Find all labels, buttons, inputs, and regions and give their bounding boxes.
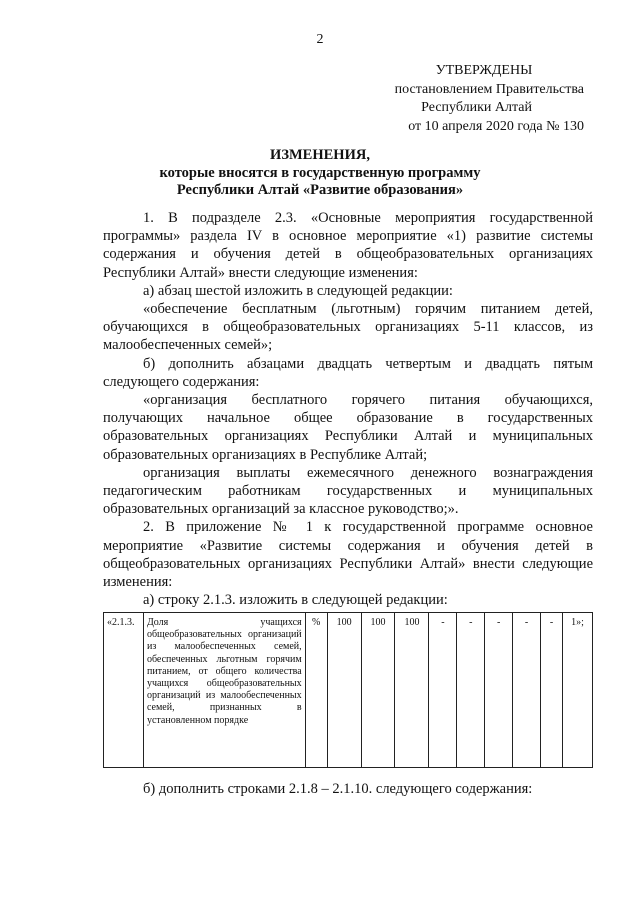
- paragraph: 1. В подразделе 2.3. «Основные мероприятия государственной программы» раздела IV в основное мероприятие «1) развитие системы содержания и обучения детей в общеобразовательных организациях Республики Алтай» внести следующие изменения:: [103, 210, 593, 281]
- approval-line: постановлением Правительства: [394, 81, 584, 97]
- approval-line: от 10 апреля 2020 года № 130: [408, 118, 584, 134]
- heading-line: Республики Алтай «Развитие образования»: [176, 182, 464, 198]
- paragraph: а) абзац шестой изложить в следующей редакции:: [143, 282, 453, 299]
- table-cell-value: 1»;: [562, 613, 592, 768]
- table-cell-number: «2.1.3.: [104, 613, 144, 768]
- table-cell-value: 100: [395, 613, 429, 768]
- table-cell-value: -: [429, 613, 457, 768]
- page-number: 2: [316, 32, 324, 47]
- heading-line: которые вносятся в государственную программу: [159, 164, 481, 181]
- heading-line: ИЗМЕНЕНИЯ,: [270, 147, 370, 163]
- table-cell-description: Доля учащихся общеобразовательных организаций из малообеспеченных семей, обеспеченных льготным горячим питанием, от общего количества учащихся общеобразовательных организаций из малообеспеченных семей, признанных в установленном порядке: [143, 613, 305, 768]
- table-row: [104, 613, 593, 768]
- paragraph: «организация бесплатного горячего питания обучающихся, получающих начальное общее образование в государственных образовательных организациях Республики Алтай и муниципальных образовательных организациях в Республике Алтай;: [103, 392, 593, 463]
- indicator-table: [103, 612, 593, 768]
- paragraph: б) дополнить абзацами двадцать четвертым и двадцать пятым следующего содержания:: [103, 355, 593, 390]
- table-cell-value: -: [541, 613, 563, 768]
- paragraph-after-table: б) дополнить строками 2.1.8 – 2.1.10. следующего содержания:: [143, 781, 533, 797]
- table-cell-value: 100: [327, 613, 361, 768]
- paragraph: организация выплаты ежемесячного денежного вознаграждения педагогическим работникам государственных и муниципальных образовательных организаций за классное руководство;».: [103, 464, 593, 518]
- approval-title: УТВЕРЖДЕНЫ: [435, 63, 533, 78]
- table-cell-unit: %: [305, 613, 327, 768]
- table-cell-value: -: [513, 613, 541, 768]
- document-body: [103, 209, 593, 609]
- approval-block: [344, 62, 584, 136]
- paragraph: 2. В приложение № 1 к государственной программе основное мероприятие «Развитие системы содержания и обучения детей в общеобразовательных организациях Республики Алтай» внести следующие изменения:: [103, 519, 593, 591]
- document-heading: [0, 147, 640, 200]
- table-cell-value: -: [485, 613, 513, 768]
- paragraph: «обеспечение бесплатным (льготным) горячим питанием детей, обучающихся в общеобразовательных организациях 5-11 классов, из малообеспеченных семей»;: [103, 301, 593, 354]
- approval-line: Республики Алтай: [421, 100, 532, 115]
- table-cell-value: -: [457, 613, 485, 768]
- table-cell-value: 100: [361, 613, 395, 768]
- paragraph: а) строку 2.1.3. изложить в следующей редакции:: [143, 592, 448, 609]
